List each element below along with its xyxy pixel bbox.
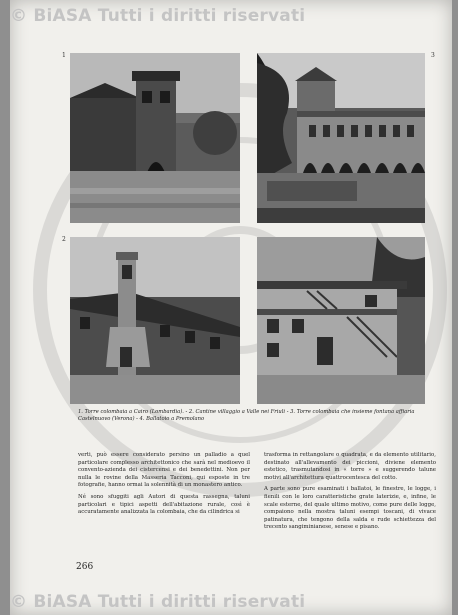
photo-villa-arcade — [257, 53, 425, 223]
photo-tower-farmhouse — [70, 237, 240, 404]
page-number: 266 — [76, 562, 94, 572]
copyright-watermark-top: © BiASA Tutti i diritti riservati — [10, 6, 306, 26]
figure-caption: 1. Torre colombaia a Cairo (Lombardia). - 2. Cantine villaggio a Valle nei Friuli - 3. Torre colombaia che insieme fontana affiaria Castelnuovo (Verona) - 4. Ballatoio a Premolano — [78, 409, 415, 422]
text-column-right — [264, 452, 436, 532]
paragraph: verti, può essere considerato persino un palladio a quel particolare complesso architettonico che sarà nel medioevo il convento-azienda dei cistercensi e dei benedettini. Non per nulla le rovine della Masseria Tacconi, qui esposte in tre fotografie, hanno ormai la solennità di un monastero antico. — [78, 452, 250, 489]
text-column-left — [78, 452, 250, 517]
paragraph: trasforma in rettangolare o quadrata, e da elemento utilitario, destinato all'allevamento dei piccioni, diviene elemento estetico, trasmutandosi in « torre » e suggerendo talune motivi all'architettura quattrocentesca del cotto. — [264, 452, 436, 481]
copyright-watermark-bottom: © BiASA Tutti i diritti riservati — [10, 592, 306, 612]
paragraph: A parte sono pure esaminati i ballatoi, le finestre, le logge, i fienili con le loro caratteristiche grate laterizie, e, infine, le scale esterne, del quale ultimo motivo, come pure delle logge, compaiono nella mostra taluni esempi toscani, di vivace patinatura, che tengono della salda e rude schiettezza del trecento sangiminianese, senese e pisano. — [264, 486, 436, 531]
photo-tower-river — [70, 53, 240, 223]
document-page — [10, 0, 452, 615]
photo-barn-balcony — [257, 237, 425, 404]
figure-number-2: 2 — [62, 236, 66, 243]
paragraph: Né sono sfuggiti agli Autori di questa rassegna, taluni particolari e tipici aspetti dell'abitazione rurale, così è accuratamente analizzata la colombaia, che da cilindrica si — [78, 493, 250, 516]
figure-number-1: 1 — [62, 52, 66, 59]
figure-number-3: 3 — [431, 52, 435, 59]
